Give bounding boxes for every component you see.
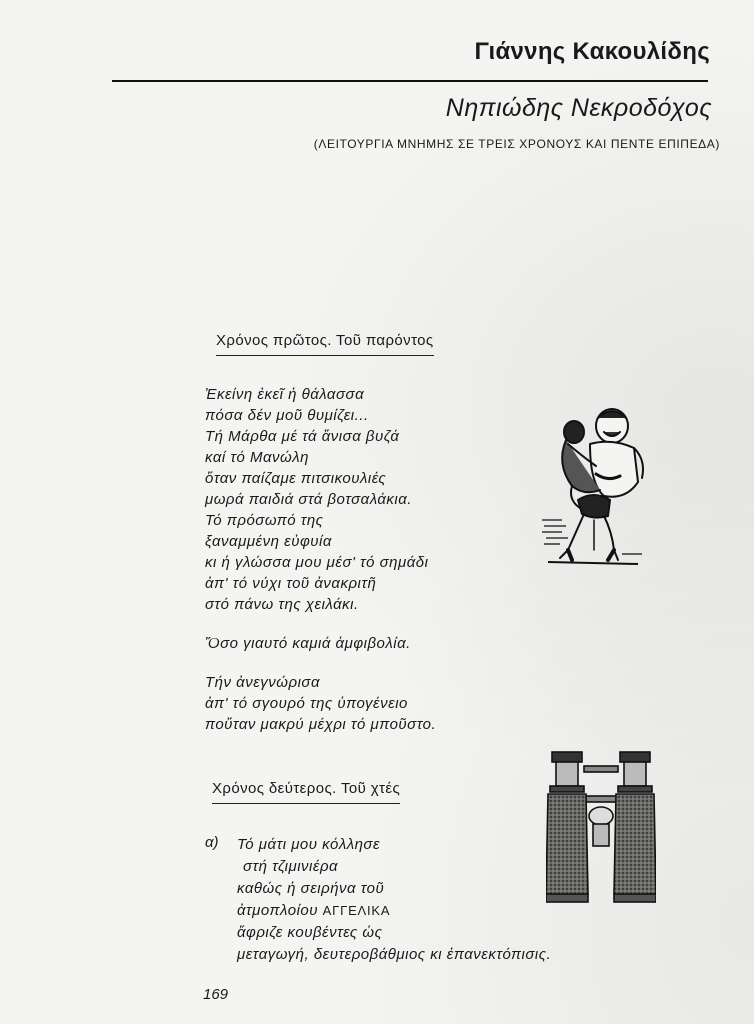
verse-line: ἄφριζε κουβέντες ὡς [237,924,383,941]
verse-line: στή τζιμινιέρα [243,858,339,875]
verse-text: ἀτμοπλοίου [237,902,323,919]
verse-line: καί τό Μανώλη [205,449,309,466]
verse-line: ἀπ' τό νύχι τοῦ ἀνακριτῆ [205,575,377,592]
verse-line: καθώς ἡ σειρήνα τοῦ [237,880,385,897]
verse-line: Τό μάτι μου κόλλησε [237,836,381,853]
verse-line: ὅταν παίζαμε πιτσικουλιές [205,470,387,487]
verse-line: Ἐκείνη ἐκεῖ ἡ θάλασσα [205,386,365,403]
verse-line: Ὅσο γιαυτό καμιά ἀμφιβολία. [205,635,411,652]
wrestlers-illustration [538,404,648,570]
verse-line: κι ἡ γλώσσα μου μέσ' τό σημάδι [205,554,429,571]
ship-name: ΑΓΓΕΛΙΚΑ [322,903,391,918]
poem-section-first [205,384,436,735]
verse-line: Τή Μάρθα μέ τά ἄνισα βυζά [205,428,400,445]
poem-title: Νηπιώδης Νεκροδόχος [445,94,712,122]
verse-line: μωρά παιδιά στά βοτσαλάκια. [205,491,412,508]
binoculars-illustration [546,744,656,910]
poem-subtitle: (ΛΕΙΤΟΥΡΓΙΑ ΜΝΗΜΗΣ ΣΕ ΤΡΕΙΣ ΧΡΟΝΟΥΣ ΚΑΙ ΠΕΝΤΕ ΕΠΙΠΕΔΑ) [313,137,720,151]
verse-line: πόσα δέν μοῦ θυμίζει... [205,407,369,424]
page-number: 169 [203,986,229,1003]
header-rule [112,80,708,82]
verse-line: Τό πρόσωπό της [205,512,324,529]
verse-line: Τήν ἀνεγνώρισα [205,674,321,691]
verse-line: ἀπ' τό σγουρό της ὑπογένειο [205,695,408,712]
poem-section-second [237,834,551,966]
verse-line: μεταγωγή, δευτεροβάθμιος κι ἐπανεκτόπισις. [237,946,552,963]
item-label: α) [205,834,219,851]
verse-line [237,900,551,922]
author-name: Γιάννης Κακουλίδης [474,38,710,65]
verse-line: ξαναμμένη εὐφυία [205,533,332,550]
section-heading-second: Χρόνος δεύτερος. Τοῦ χτές [212,780,400,804]
section-heading-first: Χρόνος πρῶτος. Τοῦ παρόντος [216,332,434,356]
verse-line: ποὔταν μακρύ μέχρι τό μποῦστο. [205,716,437,733]
verse-line: στό πάνω της χειλάκι. [205,596,359,613]
